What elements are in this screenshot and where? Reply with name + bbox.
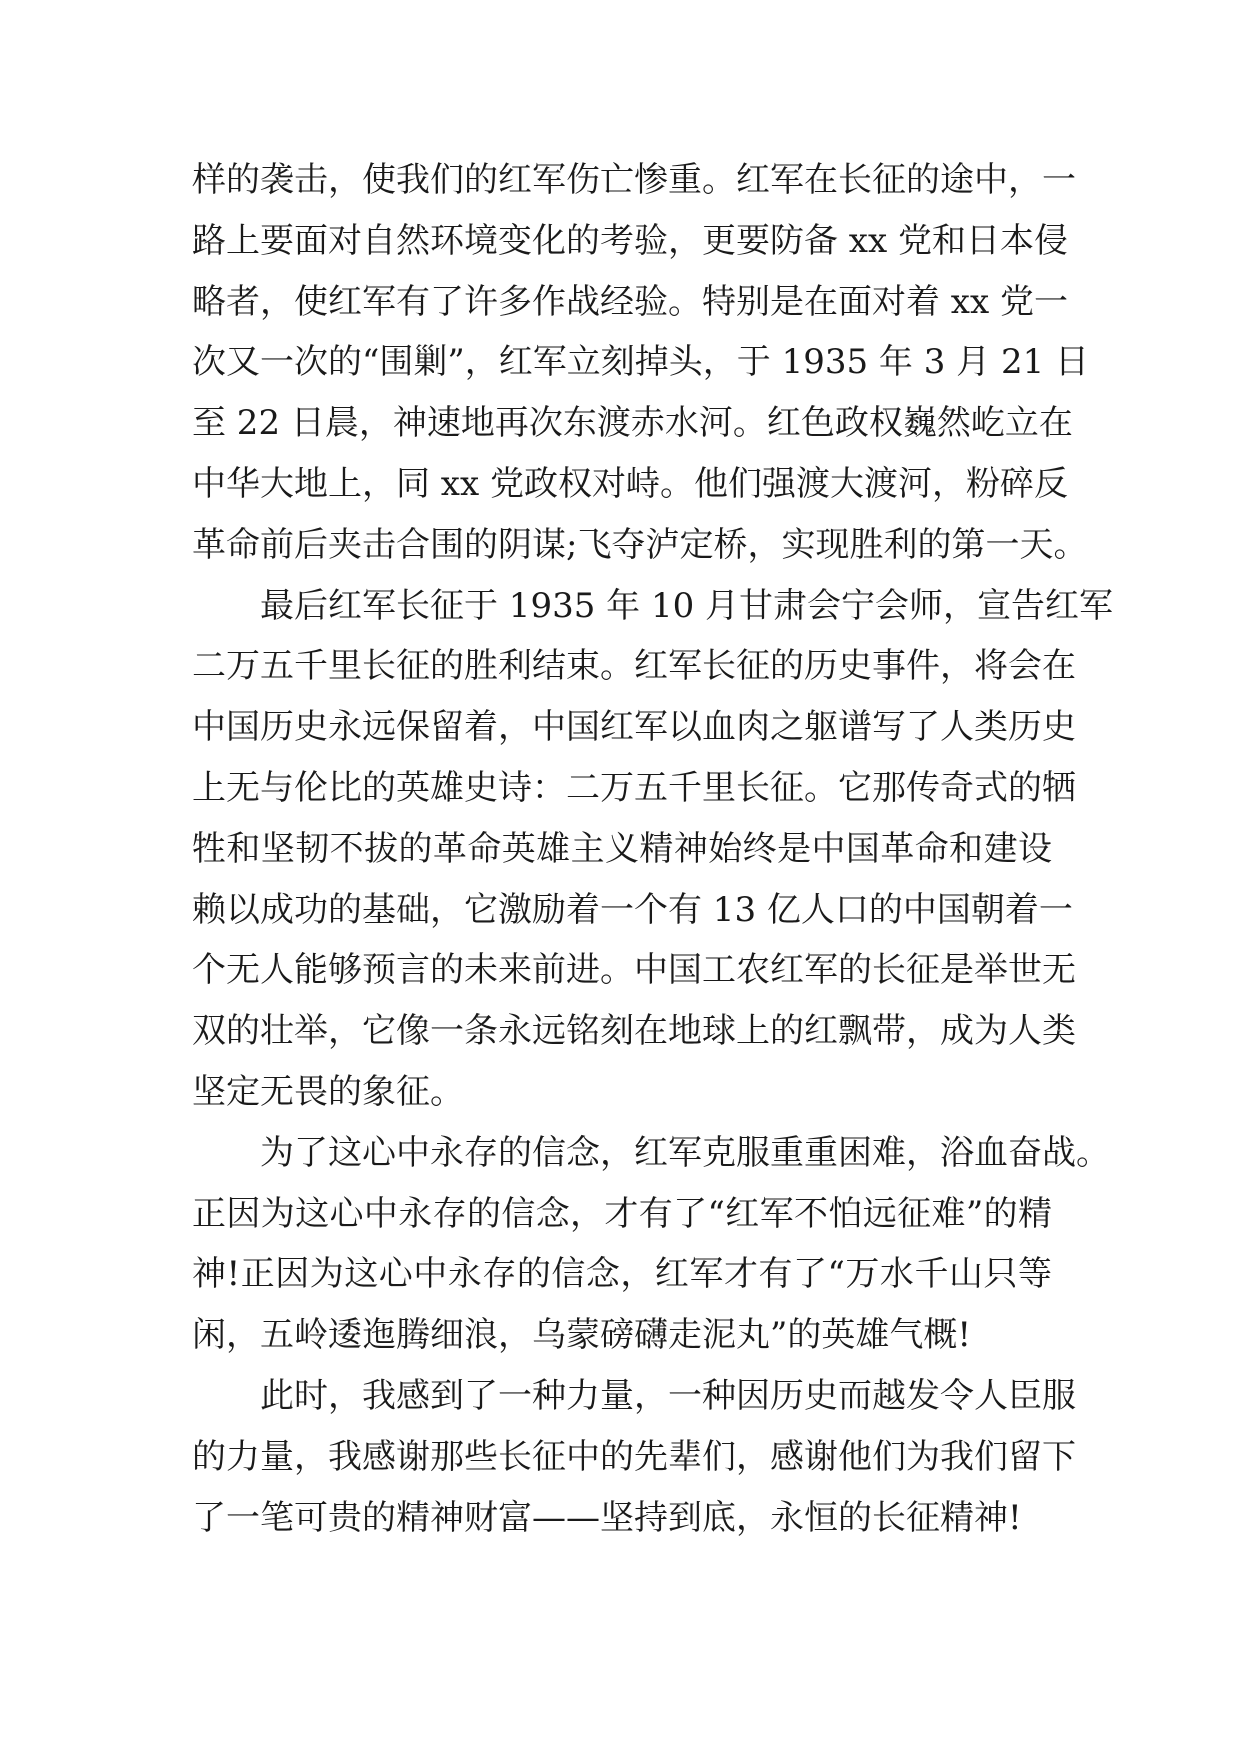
text-line: 个无人能够预言的未来前进。中国工农红军的长征是举世无: [192, 950, 1076, 991]
text-line: 为了这心中永存的信念，红军克服重重困难，浴血奋战。: [260, 1132, 1110, 1173]
body-text: [192, 150, 1114, 1548]
text-line: 了一笔可贵的精神财富——坚持到底，永恒的长征精神!: [192, 1497, 1022, 1538]
text-line: 略者，使红军有了许多作战经验。特别是在面对着 xx 党一: [192, 281, 1068, 322]
paragraph: [192, 576, 1114, 1123]
text-line: 至 22 日晨，神速地再次东渡赤水河。红色政权巍然屹立在: [192, 403, 1073, 444]
text-line: 闲，五岭逶迤腾细浪，乌蒙磅礴走泥丸”的英雄气概!: [192, 1315, 972, 1356]
paragraph: [192, 1123, 1110, 1366]
text-line: 双的壮举，它像一条永远铭刻在地球上的红飘带，成为人类: [192, 1011, 1076, 1052]
text-line: 此时，我感到了一种力量，一种因历史而越发令人臣服: [260, 1375, 1076, 1416]
text-line: 坚定无畏的象征。: [192, 1071, 464, 1112]
text-line: 最后红军长征于 1935 年 10 月甘肃会宁会师，宣告红军: [260, 585, 1114, 626]
text-line: 正因为这心中永存的信念，才有了“红军不怕远征难”的精: [192, 1193, 1052, 1234]
text-line: 路上要面对自然环境变化的考验，更要防备 xx 党和日本侵: [192, 220, 1068, 261]
paragraph: [192, 150, 1090, 576]
text-line: 赖以成功的基础，它激励着一个有 13 亿人口的中国朝着一: [192, 889, 1073, 930]
text-line: 上无与伦比的英雄史诗：二万五千里长征。它那传奇式的牺: [192, 767, 1076, 808]
text-line: 中华大地上，同 xx 党政权对峙。他们强渡大渡河，粉碎反: [192, 463, 1068, 504]
text-line: 二万五千里长征的胜利结束。红军长征的历史事件，将会在: [192, 646, 1076, 687]
text-line: 样的袭击，使我们的红军伤亡惨重。红军在长征的途中，一: [192, 160, 1076, 200]
text-line: 的力量，我感谢那些长征中的先辈们，感谢他们为我们留下: [192, 1436, 1076, 1477]
paragraph: [192, 1366, 1076, 1548]
text-line: 革命前后夹击合围的阴谋;飞夺泸定桥，实现胜利的第一天。: [192, 524, 1088, 565]
text-line: 次又一次的“围剿”，红军立刻掉头，于 1935 年 3 月 21 日: [192, 342, 1090, 383]
text-line: 神!正因为这心中永存的信念，红军才有了“万水千山只等: [192, 1254, 1052, 1295]
text-line: 中国历史永远保留着，中国红军以血肉之躯谱写了人类历史: [192, 707, 1076, 748]
text-line: 牲和坚韧不拔的革命英雄主义精神始终是中国革命和建设: [192, 828, 1052, 869]
